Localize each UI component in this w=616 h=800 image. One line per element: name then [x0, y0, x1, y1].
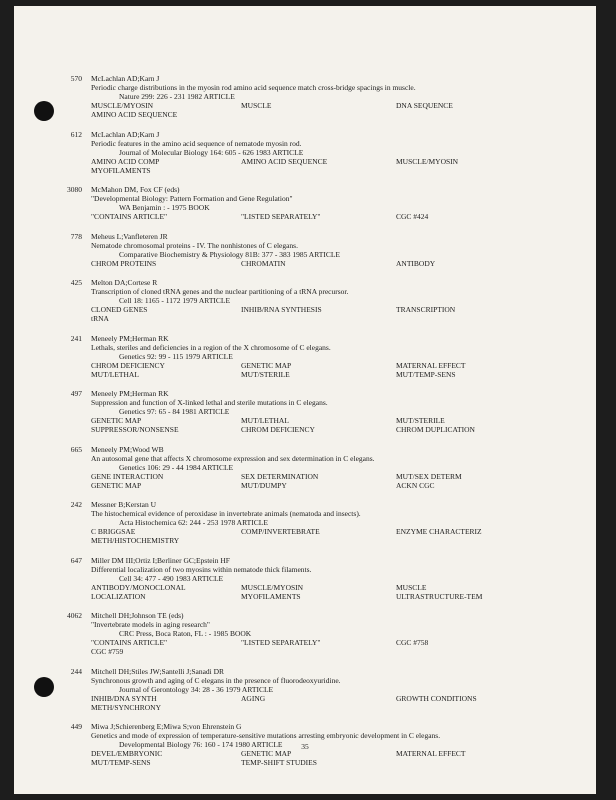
keyword: [396, 166, 591, 175]
keyword-row: [91, 101, 591, 110]
entry-citation: Cell 18: 1165 - 1172 1979 ARTICLE: [119, 296, 231, 305]
keyword: [396, 314, 591, 323]
entry-number: 647: [70, 555, 82, 565]
keyword: [396, 647, 591, 656]
keyword: INHIB/DNA SYNTH: [91, 693, 157, 703]
entry-authors: McLachlan AD;Karn J: [91, 129, 160, 139]
entry-body: [91, 74, 591, 119]
entry-title: Periodic charge distributions in the myosin rod amino acid sequence match cross-bridge spacings in muscle.: [91, 83, 416, 92]
keyword: CHROMATIN: [241, 258, 286, 268]
keyword: CGC #758: [396, 638, 429, 647]
entry-citation: Acta Histochemica 62: 244 - 253 1978 ARTICLE: [119, 518, 268, 527]
entry-authors: McMahon DM, Fox CF (eds): [91, 185, 180, 194]
keyword: CGC #759: [91, 647, 124, 656]
keyword-row: [91, 472, 591, 481]
entry-citation: Nature 299: 226 - 231 1982 ARTICLE: [119, 92, 235, 101]
entry-authors: Miwa J;Schierenberg E;Miwa S;von Ehrenstein G: [91, 722, 242, 731]
keyword: MUT/DUMPY: [241, 480, 287, 490]
keyword-row: [91, 425, 591, 434]
keyword: GENETIC MAP: [91, 416, 142, 425]
document-page: [14, 6, 596, 794]
keyword: [396, 758, 591, 767]
keyword: "CONTAINS ARTICLE": [91, 212, 168, 221]
keyword: MUSCLE/MYOSIN: [91, 101, 154, 110]
keyword: [396, 110, 591, 119]
keyword-row: [91, 481, 591, 490]
keyword: MUT/SEX DETERM: [396, 471, 462, 481]
keyword-row: [91, 370, 591, 379]
entry-body: [91, 130, 591, 175]
bibliography-entry: [14, 130, 596, 175]
keyword: MUSCLE/MYOSIN: [241, 582, 304, 592]
entry-number: 241: [70, 333, 82, 343]
keyword: MUT/STERILE: [241, 369, 290, 379]
entry-body: [91, 556, 591, 601]
entry-number: 570: [70, 74, 82, 83]
entry-authors: Messner B;Kerstan U: [91, 500, 156, 509]
entry-body: [91, 334, 591, 379]
keyword: MYOFILAMENTS: [91, 165, 151, 175]
keyword: MUSCLE: [241, 101, 272, 110]
bibliography-entry: [14, 232, 596, 268]
keyword: GENE INTERACTION: [91, 471, 164, 481]
entry-title: Periodic features in the amino acid sequence of nematode myosin rod.: [91, 138, 302, 148]
keyword: METH/SYNCHRONY: [91, 702, 162, 712]
entry-authors: Miller DM III;Ortiz I;Berliner GC;Epstein HF: [91, 555, 230, 565]
entry-citation: CRC Press, Boca Raton, FL : - 1985 BOOK: [119, 629, 252, 638]
keyword: GENETIC MAP: [91, 480, 142, 490]
entry-citation: Comparative Biochemistry & Physiology 81B: 377 - 383 1985 ARTICLE: [119, 249, 340, 259]
entry-title: Suppression and function of X-linked lethal and sterile mutations in C elegans.: [91, 398, 328, 407]
keyword: GROWTH CONDITIONS: [396, 693, 477, 703]
keyword-row: [91, 758, 591, 767]
bibliography-entry: [14, 185, 596, 221]
entry-number: 242: [70, 500, 82, 509]
keyword-row: [91, 259, 591, 268]
keyword: CHROM DEFICIENCY: [91, 360, 165, 370]
entry-title: Genetics and mode of expression of temperature-sensitive mutations arresting embryonic development in C elegans.: [91, 731, 441, 740]
keyword-row: [91, 592, 591, 601]
entry-body: [91, 500, 591, 545]
keyword: METH/HISTOCHEMISTRY: [91, 536, 180, 545]
entry-number: 665: [70, 444, 82, 454]
keyword: CHROM PROTEINS: [91, 258, 157, 268]
keyword: AGING: [241, 693, 266, 703]
entry-number: 244: [70, 666, 82, 676]
keyword: MUT/STERILE: [396, 416, 445, 425]
keyword: TEMP-SHIFT STUDIES: [241, 758, 317, 767]
keyword-row: [91, 536, 591, 545]
entry-body: [91, 389, 591, 434]
keyword: CGC #424: [396, 212, 429, 221]
entry-number: 449: [70, 722, 82, 731]
keyword-row: [91, 157, 591, 166]
bibliography-entry: [14, 500, 596, 545]
keyword: [241, 536, 396, 545]
keyword-row: [91, 166, 591, 175]
keyword: SUPPRESSOR/NONSENSE: [91, 425, 179, 434]
bibliography-entry: [14, 278, 596, 323]
entry-authors: Meneely PM;Herman RK: [91, 333, 169, 343]
entry-number: 612: [70, 129, 82, 139]
keyword: MUT/LETHAL: [241, 416, 289, 425]
keyword: [241, 647, 396, 656]
keyword: "CONTAINS ARTICLE": [91, 638, 168, 647]
entry-number: 497: [70, 389, 82, 398]
keyword: MUSCLE: [396, 582, 427, 592]
entry-title: The histochemical evidence of peroxidase in invertebrate animals (nematoda and insects).: [91, 509, 361, 518]
keyword: LOCALIZATION: [91, 591, 146, 601]
keyword-row: [91, 212, 591, 221]
entry-citation: Journal of Molecular Biology 164: 605 - 626 1983 ARTICLE: [119, 147, 304, 157]
entry-body: [91, 611, 591, 656]
keyword: tRNA: [91, 314, 109, 323]
entry-number: 425: [70, 278, 82, 287]
entry-authors: McLachlan AD;Karn J: [91, 74, 160, 83]
keyword: AMINO ACID COMP: [91, 156, 160, 166]
entry-authors: Mitchell DH;Johnson TE (eds): [91, 611, 184, 620]
entry-citation: WA Benjamin : - 1975 BOOK: [119, 203, 210, 212]
entry-body: [91, 445, 591, 490]
keyword-row: [91, 638, 591, 647]
entry-number: 3080: [67, 185, 82, 194]
entry-title: Synchronous growth and aging of C elegans in the presence of fluorodeoxyuridine.: [91, 675, 341, 685]
keyword: CHROM DUPLICATION: [396, 425, 475, 434]
keyword: COMP/INVERTEBRATE: [241, 527, 320, 536]
keyword: AMINO ACID SEQUENCE: [241, 156, 328, 166]
keyword: "LISTED SEPARATELY": [241, 212, 321, 221]
entry-body: [91, 278, 591, 323]
entry-title: "Invertebrate models in aging research": [91, 620, 210, 629]
keyword: ANTIBODY: [396, 258, 436, 268]
keyword: C BRIGGSAE: [91, 527, 136, 536]
entry-authors: Meneely PM;Wood WB: [91, 444, 164, 454]
keyword: TRANSCRIPTION: [396, 305, 456, 314]
bibliography-entry: [14, 667, 596, 712]
keyword: MUT/LETHAL: [91, 369, 139, 379]
keyword: ENZYME CHARACTERIZ: [396, 527, 482, 536]
entry-title: Nematode chromosomal proteins - IV. The nonhistones of C elegans.: [91, 240, 298, 250]
keyword-row: [91, 527, 591, 536]
keyword: ANTIBODY/MONOCLONAL: [91, 582, 186, 592]
entry-title: Transcription of cloned tRNA genes and the nuclear partitioning of a tRNA precursor.: [91, 287, 349, 296]
entry-citation: Developmental Biology 76: 160 - 174 1980 ARTICLE: [119, 740, 283, 749]
entry-number: 778: [70, 231, 82, 241]
keyword: MUSCLE/MYOSIN: [396, 156, 459, 166]
entry-authors: Meneely PM;Herman RK: [91, 389, 169, 398]
entry-body: [91, 232, 591, 268]
bibliography-entry: [14, 611, 596, 656]
keyword-row: [91, 305, 591, 314]
keyword-row: [91, 703, 591, 712]
keyword-row: [91, 110, 591, 119]
entry-title: Differential localization of two myosins within nematode thick filaments.: [91, 564, 312, 574]
keyword: [396, 703, 591, 712]
keyword: [241, 314, 396, 323]
keyword-row: [91, 583, 591, 592]
keyword: AMINO ACID SEQUENCE: [91, 110, 178, 119]
entry-authors: Mitchell DH;Stiles JW;Santelli J;Sanadi DR: [91, 666, 225, 676]
keyword: CLONED GENES: [91, 305, 148, 314]
keyword-row: [91, 694, 591, 703]
keyword: ACKN CGC: [396, 480, 435, 490]
keyword: [241, 166, 396, 175]
entry-citation: Cell 34: 477 - 490 1983 ARTICLE: [119, 573, 224, 583]
keyword: MYOFILAMENTS: [241, 591, 301, 601]
keyword: GENETIC MAP: [241, 360, 292, 370]
entry-authors: Melton DA;Cortese R: [91, 278, 158, 287]
keyword: [241, 110, 396, 119]
entry-citation: Genetics 106: 29 - 44 1984 ARTICLE: [119, 462, 234, 472]
keyword: ULTRASTRUCTURE-TEM: [396, 591, 483, 601]
entry-citation: Genetics 97: 65 - 84 1981 ARTICLE: [119, 407, 230, 416]
entry-citation: Genetics 92: 99 - 115 1979 ARTICLE: [119, 351, 233, 361]
keyword: [396, 536, 591, 545]
keyword: [241, 703, 396, 712]
keyword: DNA SEQUENCE: [396, 101, 453, 110]
keyword: MATERNAL EFFECT: [396, 749, 466, 758]
keyword: INHIB/RNA SYNTHESIS: [241, 305, 322, 314]
entry-title: Lethals, steriles and deficiencies in a region of the X chromosome of C elegans.: [91, 342, 331, 352]
entry-citation: Journal of Gerontology 34: 28 - 36 1979 ARTICLE: [119, 684, 274, 694]
entry-body: [91, 185, 591, 221]
entry-number: 4062: [67, 611, 82, 620]
entry-title: "Developmental Biology: Pattern Formation and Gene Regulation": [91, 194, 293, 203]
bibliography-entry: [14, 389, 596, 434]
keyword: "LISTED SEPARATELY": [241, 638, 321, 647]
bibliography-entry: [14, 334, 596, 379]
keyword: MATERNAL EFFECT: [396, 360, 466, 370]
keyword: DEVEL/EMBRYONIC: [91, 749, 163, 758]
keyword-row: [91, 314, 591, 323]
keyword: MUT/TEMP-SENS: [396, 369, 456, 379]
bibliography-entry: [14, 74, 596, 119]
page-number: 35: [301, 742, 309, 751]
keyword: MUT/TEMP-SENS: [91, 758, 151, 767]
keyword: CHROM DEFICIENCY: [241, 425, 315, 434]
keyword-row: [91, 416, 591, 425]
entry-authors: Meheus L;Vanfleteren JR: [91, 231, 168, 241]
bibliography-entry: [14, 556, 596, 601]
entry-title: An autosomal gene that affects X chromosome expression and sex determination in C elegans.: [91, 453, 375, 463]
entry-body: [91, 667, 591, 712]
keyword: SEX DETERMINATION: [241, 471, 319, 481]
keyword: GENETIC MAP: [241, 749, 292, 758]
bibliography-entry: [14, 445, 596, 490]
bibliography-list: [14, 74, 596, 778]
keyword-row: [91, 361, 591, 370]
keyword-row: [91, 647, 591, 656]
